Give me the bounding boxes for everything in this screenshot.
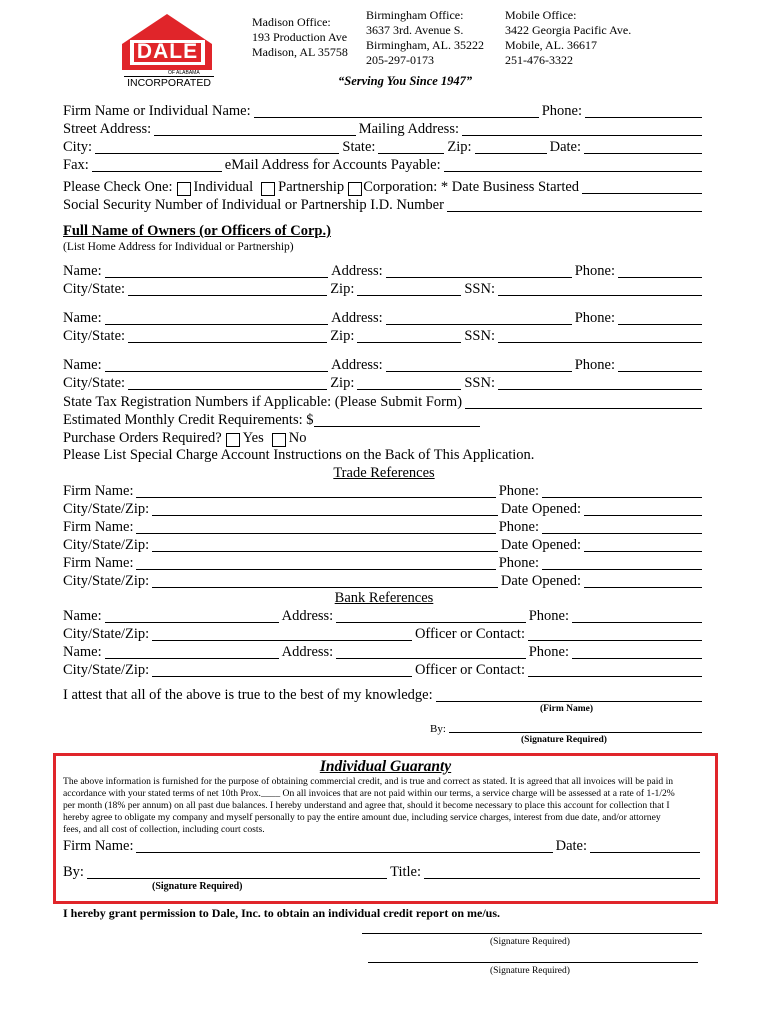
credit-row	[63, 411, 483, 429]
guaranty-line-3: per month (18% per annum) on all past due balances. I hereby understand and agree that, should it become necessary to place this account for collection that I	[63, 800, 670, 811]
owner-2-zip-label: Zip:	[330, 328, 355, 344]
owner-3-phone-label: Phone:	[574, 357, 615, 373]
state-label: State:	[342, 139, 376, 155]
po-no-label: No	[288, 430, 307, 446]
madison-address: 193 Production Ave	[252, 30, 348, 44]
slogan: “Serving You Since 1947”	[338, 74, 473, 88]
guaranty-by-label: By:	[63, 864, 84, 880]
trade-3-date-opened-field[interactable]	[584, 574, 702, 588]
guaranty-firm-field[interactable]	[136, 839, 552, 853]
owner-2-ssn-field[interactable]	[498, 329, 702, 343]
trade-1-firm-label: Firm Name:	[63, 483, 134, 499]
mobile-address: 3422 Georgia Pacific Ave.	[505, 23, 632, 37]
bank-1-name-field[interactable]	[105, 609, 279, 623]
trade-title: Trade References	[333, 465, 435, 481]
owner-1-address-label: Address:	[331, 263, 383, 279]
trade-3-phone-field[interactable]	[542, 556, 702, 570]
logo	[120, 12, 215, 92]
guaranty-line-2: accordance with your stated terms of net 10th Prox.____ On all invoices that are not paid within our terms, a service charge will be assessed at a rate of 1-1/2%	[63, 788, 675, 799]
trade-3-firm-row	[63, 554, 705, 572]
owner-2-phone-field[interactable]	[618, 311, 702, 325]
city-field[interactable]	[95, 140, 339, 154]
trade-3-firm-field[interactable]	[136, 556, 495, 570]
check-one-row	[63, 178, 705, 196]
credit-field[interactable]	[314, 413, 481, 427]
guaranty-date-label: Date:	[555, 838, 587, 854]
mobile-office	[505, 8, 631, 68]
bank-1-phone-label: Phone:	[528, 608, 569, 624]
trade-3-citystatezip-field[interactable]	[152, 574, 498, 588]
owner-3-name-row	[63, 356, 705, 374]
owner-1-name-row	[63, 262, 705, 280]
guaranty-title-field[interactable]	[424, 865, 700, 879]
owner-3-phone-field[interactable]	[618, 358, 702, 372]
trade-2-citystatezip-label: City/State/Zip:	[63, 537, 150, 553]
bank-1-address-label: Address:	[281, 608, 334, 624]
po-no-checkbox[interactable]	[272, 433, 286, 447]
trade-2-city-row	[63, 536, 705, 554]
state-tax-label: State Tax Registration Numbers if Applicable: (Please Submit Form)	[63, 394, 463, 410]
guaranty-firm-row	[63, 837, 703, 855]
birmingham-office-label: Birmingham Office:	[366, 8, 464, 22]
owner-2-address-label: Address:	[331, 310, 383, 326]
bank-2-name-label: Name:	[63, 644, 102, 660]
permission-signature-caption-1: (Signature Required)	[490, 937, 570, 947]
trade-1-phone-label: Phone:	[498, 483, 539, 499]
mailing-field[interactable]	[462, 122, 702, 136]
owner-3-ssn-field[interactable]	[498, 376, 702, 390]
bank-2-address-label: Address:	[281, 644, 334, 660]
owner-3-citystate-label: City/State:	[63, 375, 126, 391]
phone-label: Phone:	[541, 103, 582, 119]
bank-2-phone-label: Phone:	[528, 644, 569, 660]
fax-field[interactable]	[92, 158, 222, 172]
state-tax-row	[63, 393, 705, 411]
owner-3-city-row	[63, 374, 705, 392]
attest-label: I attest that all of the above is true to the best of my knowledge:	[63, 687, 433, 703]
logo-text: DALE	[136, 40, 199, 63]
trade-2-firm-row	[63, 518, 705, 536]
check-one-label: Please Check One:	[63, 179, 173, 195]
bank-1-officer-field[interactable]	[528, 627, 702, 641]
po-yes-label: Yes	[242, 430, 264, 446]
trade-3-citystatezip-label: City/State/Zip:	[63, 573, 150, 589]
phone-field[interactable]	[585, 104, 702, 118]
bank-2-phone-field[interactable]	[572, 645, 702, 659]
guaranty-line-5: fees, and all cost of collection, including court costs.	[63, 824, 265, 835]
trade-1-citystatezip-label: City/State/Zip:	[63, 501, 150, 517]
mobile-phone: 251-476-3322	[505, 53, 573, 67]
ssn-id-label: Social Security Number of Individual or Partnership I.D. Number	[63, 197, 444, 213]
bank-2-citystatezip-label: City/State/Zip:	[63, 662, 150, 678]
city-label: City:	[63, 139, 93, 155]
street-row	[63, 120, 705, 138]
owner-1-address-field[interactable]	[386, 264, 572, 278]
date-label: Date:	[549, 139, 581, 155]
owner-2-name-row	[63, 309, 705, 327]
owner-2-name-label: Name:	[63, 310, 102, 326]
owner-3-name-field[interactable]	[105, 358, 329, 372]
owner-1-phone-field[interactable]	[618, 264, 702, 278]
trade-3-phone-label: Phone:	[498, 555, 539, 571]
city-row	[63, 138, 705, 156]
zip-label: Zip:	[447, 139, 472, 155]
trade-1-city-row	[63, 500, 705, 518]
attest-signature-field[interactable]	[449, 719, 702, 733]
email-label: eMail Address for Accounts Payable:	[224, 157, 441, 173]
trade-1-date-opened-label: Date Opened:	[500, 501, 581, 517]
street-label: Street Address:	[63, 121, 152, 137]
individual-label: Individual	[193, 179, 254, 195]
owner-3-address-field[interactable]	[386, 358, 572, 372]
bank-1-officer-label: Officer or Contact:	[414, 626, 525, 642]
zip-field[interactable]	[475, 140, 547, 154]
madison-office-label: Madison Office:	[252, 15, 331, 29]
guaranty-line-1: The above information is furnished for the purpose of obtaining commercial credit, and is true and correct as stated. It is agreed that all invoices will be paid in	[63, 776, 674, 787]
bank-1-city-row	[63, 625, 705, 643]
guaranty-signature-caption: (Signature Required)	[152, 881, 243, 892]
owners-subtitle: (List Home Address for Individual or Partnership)	[63, 241, 294, 253]
fax-row	[63, 156, 705, 174]
owner-1-phone-label: Phone:	[574, 263, 615, 279]
bank-2-officer-label: Officer or Contact:	[414, 662, 525, 678]
fax-label: Fax:	[63, 157, 89, 173]
guaranty-by-row	[63, 863, 703, 881]
ssn-row	[63, 196, 705, 214]
email-field[interactable]	[444, 158, 702, 172]
owner-3-citystate-field[interactable]	[128, 376, 327, 390]
date-field[interactable]	[584, 140, 702, 154]
bank-1-citystatezip-field[interactable]	[152, 627, 412, 641]
po-yes-checkbox[interactable]	[226, 433, 240, 447]
bank-1-name-row	[63, 607, 705, 625]
guaranty-date-field[interactable]	[590, 839, 700, 853]
mobile-city: Mobile, AL. 36617	[505, 38, 597, 52]
ssn-id-field[interactable]	[447, 198, 702, 212]
bank-2-address-field[interactable]	[336, 645, 526, 659]
corporation-checkbox[interactable]	[348, 182, 362, 196]
po-row	[63, 429, 705, 447]
trade-1-date-opened-field[interactable]	[584, 502, 702, 516]
firm-name-row	[63, 102, 705, 120]
attest-firm-caption: (Firm Name)	[540, 704, 594, 714]
bank-2-officer-field[interactable]	[528, 663, 702, 677]
owner-1-name-label: Name:	[63, 263, 102, 279]
individual-checkbox[interactable]	[177, 182, 191, 196]
trade-1-firm-row	[63, 482, 705, 500]
bank-title: Bank References	[334, 590, 434, 606]
trade-2-phone-field[interactable]	[542, 520, 702, 534]
trade-1-firm-field[interactable]	[136, 484, 495, 498]
trade-3-city-row	[63, 572, 705, 590]
logo-tiny: OF ALABAMA	[168, 70, 200, 76]
guaranty-signature-field[interactable]	[87, 865, 387, 879]
attest-signature-caption: (Signature Required)	[521, 735, 607, 745]
owner-2-address-field[interactable]	[386, 311, 572, 325]
bank-2-city-row	[63, 661, 705, 679]
mobile-office-label: Mobile Office:	[505, 8, 577, 22]
madison-office	[252, 15, 348, 60]
bank-2-name-row	[63, 643, 705, 661]
credit-label: Estimated Monthly Credit Requirements: $	[63, 412, 314, 428]
permission-signature-line-1[interactable]	[362, 933, 702, 934]
owner-2-city-row	[63, 327, 705, 345]
owner-1-ssn-label: SSN:	[464, 281, 495, 297]
street-field[interactable]	[154, 122, 356, 136]
trade-3-firm-label: Firm Name:	[63, 555, 134, 571]
birmingham-office	[366, 8, 484, 68]
permission-signature-caption-2: (Signature Required)	[490, 966, 570, 976]
trade-1-citystatezip-field[interactable]	[152, 502, 498, 516]
bank-1-citystatezip-label: City/State/Zip:	[63, 626, 150, 642]
permission-text: I hereby grant permission to Dale, Inc. to obtain an individual credit report on me/us.	[63, 906, 501, 920]
attest-firm-field[interactable]	[436, 688, 702, 702]
bank-1-phone-field[interactable]	[572, 609, 702, 623]
trade-2-firm-label: Firm Name:	[63, 519, 134, 535]
owners-title: Full Name of Owners (or Officers of Corp.)	[63, 223, 331, 239]
owner-3-address-label: Address:	[331, 357, 383, 373]
birmingham-city: Birmingham, AL. 35222	[366, 38, 484, 52]
po-label: Purchase Orders Required?	[63, 430, 222, 446]
madison-city: Madison, AL 35758	[252, 45, 348, 59]
owner-1-zip-field[interactable]	[357, 282, 461, 296]
trade-2-phone-label: Phone:	[498, 519, 539, 535]
birmingham-address: 3637 3rd. Avenue S.	[366, 23, 464, 37]
owner-1-name-field[interactable]	[105, 264, 329, 278]
owner-2-ssn-label: SSN:	[464, 328, 495, 344]
owner-3-zip-label: Zip:	[330, 375, 355, 391]
attest-by-label: By:	[430, 723, 446, 735]
bank-2-citystatezip-field[interactable]	[152, 663, 412, 677]
guaranty-paragraph	[63, 776, 675, 836]
state-tax-field[interactable]	[465, 395, 702, 409]
owner-1-citystate-field[interactable]	[128, 282, 327, 296]
owner-3-name-label: Name:	[63, 357, 102, 373]
attest-by-row	[430, 717, 705, 735]
bank-1-name-label: Name:	[63, 608, 102, 624]
trade-2-firm-field[interactable]	[136, 520, 495, 534]
owner-2-name-field[interactable]	[105, 311, 329, 325]
firm-name-label: Firm Name or Individual Name:	[63, 103, 251, 119]
owner-1-citystate-label: City/State:	[63, 281, 126, 297]
trade-2-date-opened-field[interactable]	[584, 538, 702, 552]
bank-1-address-field[interactable]	[336, 609, 526, 623]
owner-2-zip-field[interactable]	[357, 329, 461, 343]
guaranty-title: Individual Guaranty	[319, 758, 452, 775]
owner-1-ssn-field[interactable]	[498, 282, 702, 296]
guaranty-firm-label: Firm Name:	[63, 838, 134, 854]
special-instructions: Please List Special Charge Account Instructions on the Back of This Application.	[63, 447, 535, 463]
partnership-checkbox[interactable]	[261, 182, 275, 196]
attest-row	[63, 686, 705, 704]
trade-3-date-opened-label: Date Opened:	[500, 573, 581, 589]
logo-sub: INCORPORATED	[124, 76, 214, 89]
permission-signature-line-2[interactable]	[368, 962, 698, 963]
state-field[interactable]	[378, 140, 444, 154]
guaranty-title-label: Title:	[390, 864, 421, 880]
trade-2-citystatezip-field[interactable]	[152, 538, 498, 552]
partnership-label: Partnership	[278, 179, 345, 195]
owner-2-phone-label: Phone:	[574, 310, 615, 326]
birmingham-phone: 205-297-0173	[366, 53, 434, 67]
owner-3-ssn-label: SSN:	[464, 375, 495, 391]
owner-1-city-row	[63, 280, 705, 298]
owner-3-zip-field[interactable]	[357, 376, 461, 390]
owner-2-citystate-label: City/State:	[63, 328, 126, 344]
trade-1-phone-field[interactable]	[542, 484, 702, 498]
mailing-label: Mailing Address:	[358, 121, 459, 137]
owner-1-zip-label: Zip:	[330, 281, 355, 297]
guaranty-line-4: hereby agree to obligate my company and myself personally to pay the entire amount due, including service charges, interest from due date, and/or attorney	[63, 812, 661, 823]
trade-2-date-opened-label: Date Opened:	[500, 537, 581, 553]
date-business-started-field[interactable]	[582, 180, 702, 194]
corporation-label: Corporation: * Date Business Started	[363, 179, 580, 195]
bank-2-name-field[interactable]	[105, 645, 279, 659]
owner-2-citystate-field[interactable]	[128, 329, 327, 343]
firm-name-field[interactable]	[254, 104, 539, 118]
